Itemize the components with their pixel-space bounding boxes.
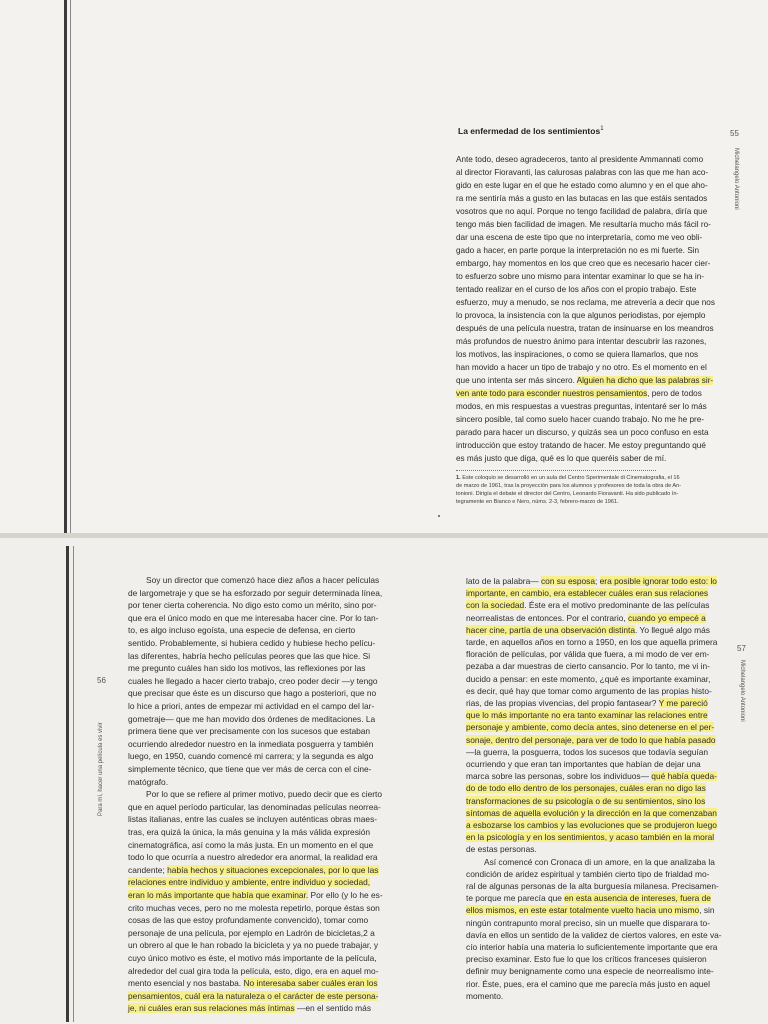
highlighted-text: relaciones entre individuo y ambiente, entre individuo y sociedad, xyxy=(128,877,371,888)
text-line xyxy=(456,244,699,257)
text-line xyxy=(466,989,503,1005)
text-segment: parado para hacer un discurso, y quizás sea un poco confuso en esta xyxy=(456,428,709,437)
page-number-left: 56 xyxy=(97,676,106,685)
binding-shadow-line xyxy=(64,0,67,535)
text-line xyxy=(456,387,702,400)
highlighted-text: je, ni cuáles eran sus relaciones más íntimas xyxy=(128,1003,295,1014)
text-segment: preciso examinar. Esto fue lo que los críticos franceses quisieron xyxy=(466,954,707,965)
footnote-rule xyxy=(456,470,656,471)
text-segment: de largometraje y que se ha esforzado por seguir determinada línea, xyxy=(128,587,383,598)
text-segment: ningún contrapunto moral preciso, sin un muelle que disparara to- xyxy=(466,917,710,928)
text-segment: que en aquel período particular, las denominadas películas neorrea- xyxy=(128,801,381,812)
text-segment: ducido a pensar: en este momento, ¿qué es importante examinar, xyxy=(466,673,711,684)
scan-speck xyxy=(438,515,440,517)
text-line xyxy=(456,205,707,218)
text-segment: matógrafo. xyxy=(128,776,169,787)
footnote-line xyxy=(456,490,678,498)
text-line xyxy=(456,231,702,244)
text-segment: mento esencial y nos bastaba. xyxy=(128,978,244,989)
text-segment: gido en este lugar en el que he estado como alumno y en el que aho- xyxy=(456,181,708,190)
text-line xyxy=(456,335,706,348)
text-segment: cío interior había una materia lo suficientemente importante que era xyxy=(466,942,718,952)
text-segment: candente; xyxy=(128,864,168,875)
text-segment: cuyo único motivo es éste, el motivo más importante de la película, xyxy=(128,953,377,963)
highlighted-text: importante, en cambio, era establecer cuáles eran sus relaciones xyxy=(466,588,709,599)
text-segment: han movido a hacer un tipo de trabajo y no otro. Es el momento en el xyxy=(456,363,707,372)
text-segment: definir muy benignamente como una especie de neorrealismo inte- xyxy=(466,966,714,977)
highlighted-text: transformaciones de su psicología o de su sentimientos, sino los xyxy=(466,795,706,806)
text-segment: , pero de todos xyxy=(647,389,702,398)
binding-shadow-line xyxy=(66,546,69,1022)
footnote-number: 1. xyxy=(456,475,463,481)
running-title: Para mí, hacer una película es vivir xyxy=(98,722,104,816)
text-segment: cinematográfica, así como la más justa. En un momento en el que xyxy=(128,839,374,850)
text-segment: cosas de las que estoy profundamente convencido), tomar como xyxy=(128,915,369,926)
text-segment: rior. Éste, pues, era el camino que me parecía más justo en aquel xyxy=(466,978,710,989)
highlighted-text: ellos mismos, en este estar totalmente vuelto hacia uno mismo xyxy=(466,905,700,916)
text-segment: personaje de una película, por ejemplo en Ladrón de bicicletas,2 a xyxy=(128,927,375,938)
text-segment: Soy un director que comenzó hace diez años a hacer películas xyxy=(146,575,380,585)
text-segment: lato de la palabra— xyxy=(466,576,541,586)
text-segment: embargo, hay momentos en los que creo que es necesario hacer cier- xyxy=(456,259,711,268)
text-segment: que uno intenta ser más sincero. xyxy=(456,376,577,385)
text-segment: todo lo que ocurría a nuestro alrededor era anormal, la realidad era xyxy=(128,852,378,863)
text-segment: es más justo que diga, qué es lo que queréis saber de mí. xyxy=(456,454,667,463)
text-line xyxy=(456,374,713,387)
text-segment: vosotros que no aquí. Porque no tengo facilidad de palabra, diría que xyxy=(456,207,708,216)
text-segment: ; xyxy=(594,576,600,586)
text-segment: luego, en 1950, cuando comencé mi carrera; y la segunda es algo xyxy=(128,751,374,762)
page-number: 55 xyxy=(730,129,739,138)
text-segment: que precisar que éste es un discurso que hago a posteriori, que no xyxy=(128,688,377,699)
text-segment: ral de algunas personas de la alta burguesía milanesa. Precisamen- xyxy=(466,881,719,891)
text-segment: Ante todo, deseo agradeceros, tanto al presidente Ammannati como xyxy=(456,155,704,164)
text-line xyxy=(456,166,708,179)
text-segment: tengo más bien facilidad de imagen. Me resultaría mucho más fácil ro- xyxy=(456,220,711,229)
text-segment: te porque me parecía que xyxy=(466,893,565,904)
text-line xyxy=(456,296,715,309)
text-segment: las diferentes, habría hecho películas peores que las que hice. Si xyxy=(128,650,371,661)
page-number-right: 57 xyxy=(737,644,746,653)
text-segment: —la guerra, la posguerra, todos los sucesos que todavía seguían xyxy=(466,746,709,757)
highlighted-text: en esta ausencia de intereses, fuera de xyxy=(564,893,711,904)
highlighted-text: con su esposa xyxy=(540,576,595,586)
text-segment: tarde, en aquellos años en torno a 1950, en los que aquella primera xyxy=(466,637,718,647)
text-segment: listas italianas, entre las cuales se incluyen auténticas obras maes- xyxy=(128,814,378,825)
text-segment: gometraje— que me han movido dos órdenes de meditaciones. La xyxy=(128,713,376,724)
text-line xyxy=(456,309,705,322)
binding-edge xyxy=(70,0,71,535)
text-segment: crito muchas veces, pero no me molesta repetirlo, porque éstas son xyxy=(128,902,380,913)
highlighted-text: que lo más importante no era tanto examinar las relaciones entre xyxy=(466,710,708,721)
text-segment: —en el sentido más xyxy=(294,1003,372,1014)
highlighted-text: pensamientos, cuál era la naturaleza o el carácter de este persona- xyxy=(128,990,379,1001)
text-segment: es decir, qué hay que tomar como argumento de las propias histo- xyxy=(466,685,712,696)
text-segment: floración de películas, por válida que fuera, a mi modo de ver em- xyxy=(466,649,710,660)
text-segment: introducción que estoy tratando de hacer. Me estoy preguntando qué xyxy=(456,441,706,450)
text-segment: después de una película nuestra, tratan de insinuarse en los meandros xyxy=(456,324,714,333)
text-segment: por tener cierta coherencia. No digo esto como un mérito, sino por- xyxy=(128,600,377,611)
footnote-text: Este coloquio se desarrolló en un aula del Centro Sperimentale di Cinematografia, el 16 xyxy=(462,475,680,481)
text-segment: , sin xyxy=(699,905,715,916)
text-segment: ocurriendo alrededor nuestro en la inmediata posguerra y también xyxy=(128,738,374,749)
footnote-text: de marzo de 1961, tras la proyección para los alumnos y profesores de toda la obra de An- xyxy=(456,483,682,489)
text-segment: dar una escena de este tipo que no interpretaría, como me veo obli- xyxy=(456,233,703,242)
text-segment: Por lo que se refiere al primer motivo, puedo decir que es cierto xyxy=(146,789,383,800)
highlighted-text: con la sociedad xyxy=(466,600,525,611)
highlighted-text: había hechos y situaciones excepcionales, por lo que las xyxy=(167,864,379,875)
text-segment: cuales he llegado a hacer cierto trabajo, creo poder decir —y tengo xyxy=(128,675,378,686)
text-line xyxy=(456,153,703,166)
text-segment: esfuerzo, muy a menudo, se nos reclama, me atrevería a decir que nos xyxy=(456,298,715,307)
highlighted-text: eran lo más importante que había que examinar. xyxy=(128,890,309,900)
text-segment: gado a hacer, en parte porque la interpretación no es mi fuerte. Sin xyxy=(456,246,700,255)
footnote-text: tegramente en Bianco e Nero, núms. 2-3, febrero-marzo de 1961. xyxy=(456,499,619,505)
text-segment: lo hice a priori, antes de empezar mi actividad en el campo del lar- xyxy=(128,701,375,711)
text-segment: condición de aridez espiritual y también cierto tipo de frialdad mo- xyxy=(466,868,710,879)
footnote-line xyxy=(456,498,619,506)
chapter-title: La enfermedad de los sentimientos$^1$ xyxy=(458,126,604,136)
text-segment: sentido. Probablemente, si hubiera cedido y hubiese hecho pelícu- xyxy=(128,638,376,648)
text-line xyxy=(456,192,707,205)
text-segment: Por ello (y lo he es- xyxy=(308,890,383,900)
running-author: Michelangelo Antonioni xyxy=(733,148,739,210)
text-segment: simplemente técnico, que tiene que ver más de cerca con el cine- xyxy=(128,764,372,774)
text-segment: to esfuerzo sobre uno mismo para intentar examinar lo que se ha in- xyxy=(456,272,705,281)
text-line xyxy=(456,413,704,426)
highlighted-text: Y me pareció xyxy=(658,698,708,708)
text-segment: más profundos de nuestro ánimo para intentar descubrir las razones, xyxy=(456,337,707,346)
text-segment: los motivos, las inspiraciones, o como se quiera llamarlos, que nos xyxy=(456,350,699,359)
running-author-right: Michelangelo Antonioni xyxy=(739,660,745,722)
text-segment: primera tiene que ver precisamente con los sucesos que estaban xyxy=(128,726,371,737)
highlighted-text: síntomas de aquella evolución y la dirección en la que comenzaban xyxy=(466,807,717,818)
text-line xyxy=(456,283,696,296)
text-line xyxy=(456,179,708,192)
highlighted-text: cuando yo empecé a xyxy=(628,612,706,623)
text-segment: que era el único modo en que me interesaba hacer cine. Por lo tan- xyxy=(128,612,379,623)
text-line xyxy=(456,257,710,270)
text-segment: un obrero al que le han robado la bicicleta y ya no puede trabajar, y xyxy=(128,940,379,951)
text-segment: sincero posible, tal como suelo hacer cuando trabajo. No me he pre- xyxy=(456,415,705,424)
highlighted-text: No interesaba saber cuáles eran los xyxy=(243,978,378,989)
highlighted-text: ven ante todo para esconder nuestros pensamientos xyxy=(456,389,648,398)
text-line xyxy=(456,361,707,374)
footnote-text: tonioni. Dirigía el debate el director del Centro, Leonardo Fioravanti. Ha sido publicado ín- xyxy=(456,491,679,497)
text-segment: modos, en mis respuestas a vuestras preguntas, intentaré ser lo más xyxy=(456,402,707,411)
highlighted-text: a esbozarse los cambios y las evoluciones que se produjeron luego xyxy=(466,820,717,830)
text-segment: momento. xyxy=(466,990,504,1001)
highlighted-text: en la psicología y en los sentimientos, y acaso también en la moral xyxy=(466,832,715,843)
text-line xyxy=(456,439,706,452)
text-segment: de estas personas. xyxy=(466,844,537,855)
text-line xyxy=(128,1001,371,1017)
highlighted-text: hacer cine, partía de una observación distinta xyxy=(466,624,636,635)
highlighted-text: Alguien ha dicho que las palabras sir- xyxy=(576,376,714,385)
highlighted-text: qué había queda- xyxy=(651,771,717,782)
text-segment: ocurriendo y que eran tan importantes que habían de dejar una xyxy=(466,759,701,769)
text-segment: lo provoca, la insistencia con la que algunos periodistas, por ejemplo xyxy=(456,311,706,320)
text-line xyxy=(456,218,711,231)
text-segment: . Éste era el motivo predominante de las películas xyxy=(524,600,710,611)
highlighted-text: sonaje, dentro del personaje, para ver de todo lo que había pasado xyxy=(466,734,716,745)
text-segment: alrededor del cual gira toda la película, esto, digo, era en aquel mo- xyxy=(128,965,379,976)
text-segment: tras, era quizá la única, la más genuina y la más válida expresión xyxy=(128,827,371,837)
text-segment: tentado realizar en el curso de los años con el propio trabajo. Este xyxy=(456,285,697,294)
text-line xyxy=(456,322,714,335)
text-segment: al director Fioravanti, las calurosas palabras con las que me han aco- xyxy=(456,168,709,177)
text-segment: pezaba a dar muestras de cierto cansancio. Por lo tanto, me vi in- xyxy=(466,661,710,672)
footnote-line xyxy=(456,482,681,490)
text-segment: to, es algo incluso egoísta, una especie de defensa, en cierto xyxy=(128,625,356,636)
text-segment: ra me sentiría más a gusto en las butacas en las que estáis sentados xyxy=(456,194,708,203)
text-segment: davía en ellos un sentido de la validez de ciertos valores, en este va- xyxy=(466,929,722,940)
text-line xyxy=(456,400,707,413)
text-segment: rias, de las propias vivencias, del propio fantasear? xyxy=(466,698,659,708)
text-segment: me pregunto cuáles han sido los motivos, las reflexiones por las xyxy=(128,663,366,674)
binding-edge xyxy=(73,546,74,1022)
text-segment: . Yo llegué algo más xyxy=(635,624,710,635)
bottom-spread xyxy=(0,538,768,1024)
text-segment: Así comencé con Cronaca di un amore, en la que analizaba la xyxy=(484,856,715,867)
footnote-line xyxy=(456,474,680,482)
text-segment: marca sobre las personas, sobre los individuos— xyxy=(466,771,652,782)
text-line xyxy=(456,426,709,439)
highlighted-text: era posible ignorar todo esto: lo xyxy=(599,576,717,586)
highlighted-text: personaje y ambiente, como decía antes, sino detenerse en el per- xyxy=(466,722,715,733)
text-line xyxy=(456,270,704,283)
text-segment: neorrealistas de entonces. Por el contrario, xyxy=(466,612,629,623)
text-line xyxy=(456,452,666,465)
text-line xyxy=(456,348,698,361)
highlighted-text: do de todo ello dentro de los personajes, cuáles eran no digo las xyxy=(466,783,706,794)
